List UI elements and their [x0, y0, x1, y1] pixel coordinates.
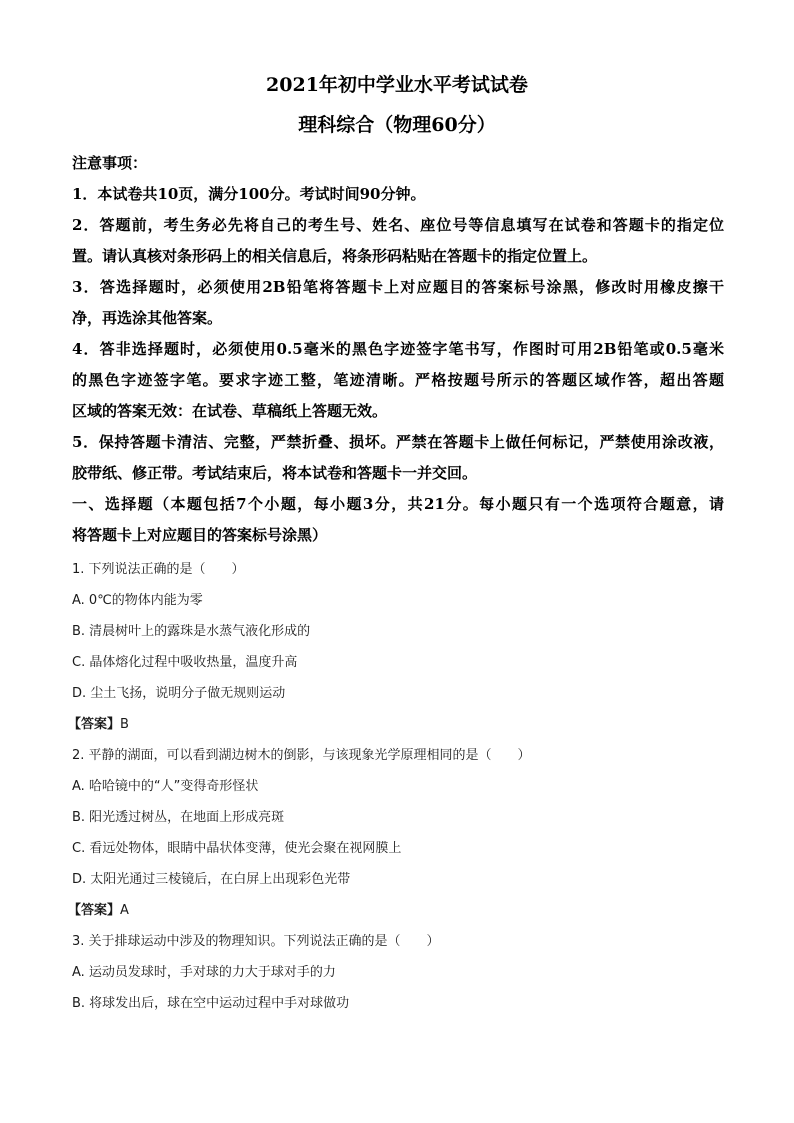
question-3-stem: 3. 关于排球运动中涉及的物理知识。下列说法正确的是（ ）: [72, 934, 440, 949]
question-3-option-a: A. 运动员发球时，手对球的力大于球对手的力: [72, 965, 336, 980]
questions-section: [68, 554, 724, 1019]
question-3-option-b: B. 将球发出后，球在空中运动过程中手对球做功: [72, 996, 350, 1011]
notices-section: [72, 148, 724, 551]
section-heading-line-2: 将答题卡上对应题目的答案标号涂黑）: [72, 526, 328, 544]
exam-title: 2021年初中学业水平考试试卷: [266, 74, 528, 96]
notice-item-1: 1．本试卷共10页，满分100分。考试时间90分钟。: [72, 185, 426, 203]
notice-item-3-line-2: 净，再选涂其他答案。: [72, 309, 223, 327]
notice-item-4-line-2: 的黑色字迹签字笔。要求字迹工整，笔迹清晰。严格按题号所示的答题区域作答，超出答题: [72, 371, 724, 389]
notice-item-5-line-2: 胶带纸、修正带。考试结束后，将本试卷和答题卡一并交回。: [72, 464, 478, 482]
question-2-option-b: B. 阳光透过树丛，在地面上形成亮斑: [72, 810, 285, 825]
notices-heading: 注意事项：: [72, 154, 148, 172]
question-1-option-a: A. 0℃的物体内能为零: [72, 593, 203, 608]
section-heading-line-1: 一、选择题（本题包括7个小题，每小题3分，共21分。每小题只有一个选项符合题意，请: [72, 495, 724, 513]
question-1-answer: [68, 709, 724, 740]
question-2-option-a: A. 哈哈镜中的“人”变得奇形怪状: [72, 779, 259, 794]
notice-item-3-line-1: 3．答选择题时，必须使用2B铅笔将答题卡上对应题目的答案标号涂黑，修改时用橡皮擦干: [72, 278, 724, 296]
answer-value: A: [120, 903, 129, 918]
answer-label: 【答案】: [68, 903, 121, 918]
answer-label: 【答案】: [68, 717, 121, 732]
question-1-option-c: C. 晶体熔化过程中吸收热量，温度升高: [72, 655, 298, 670]
question-2-option-d: D. 太阳光通过三棱镜后，在白屏上出现彩色光带: [72, 872, 351, 887]
question-2-answer: [68, 895, 724, 926]
question-2-option-c: C. 看远处物体，眼睛中晶状体变薄，使光会聚在视网膜上: [72, 841, 402, 856]
notice-item-4-line-3: 区域的答案无效：在试卷、草稿纸上答题无效。: [72, 402, 388, 420]
notice-item-5-line-1: 5．保持答题卡清洁、完整，严禁折叠、损坏。严禁在答题卡上做任何标记，严禁使用涂改液，: [72, 433, 724, 451]
notice-item-2-line-1: 2．答题前，考生务必先将自己的考生号、姓名、座位号等信息填写在试卷和答题卡的指定位: [72, 216, 724, 234]
question-1-option-d: D. 尘土飞扬，说明分子做无规则运动: [72, 686, 286, 701]
exam-subtitle: 理科综合（物理60分）: [298, 114, 496, 136]
notice-item-2-line-2: 置。请认真核对条形码上的相关信息后，将条形码粘贴在答题卡的指定位置上。: [72, 247, 598, 265]
question-2-stem: 2. 平静的湖面，可以看到湖边树木的倒影，与该现象光学原理相同的是（ ）: [72, 748, 531, 763]
question-1-stem: 1. 下列说法正确的是（ ）: [72, 562, 245, 577]
question-1-option-b: B. 清晨树叶上的露珠是水蒸气液化形成的: [72, 624, 311, 639]
notice-item-4-line-1: 4．答非选择题时，必须使用0.5毫米的黑色字迹签字笔书写，作图时可用2B铅笔或0.5毫米: [72, 340, 724, 358]
answer-value: B: [120, 717, 129, 732]
